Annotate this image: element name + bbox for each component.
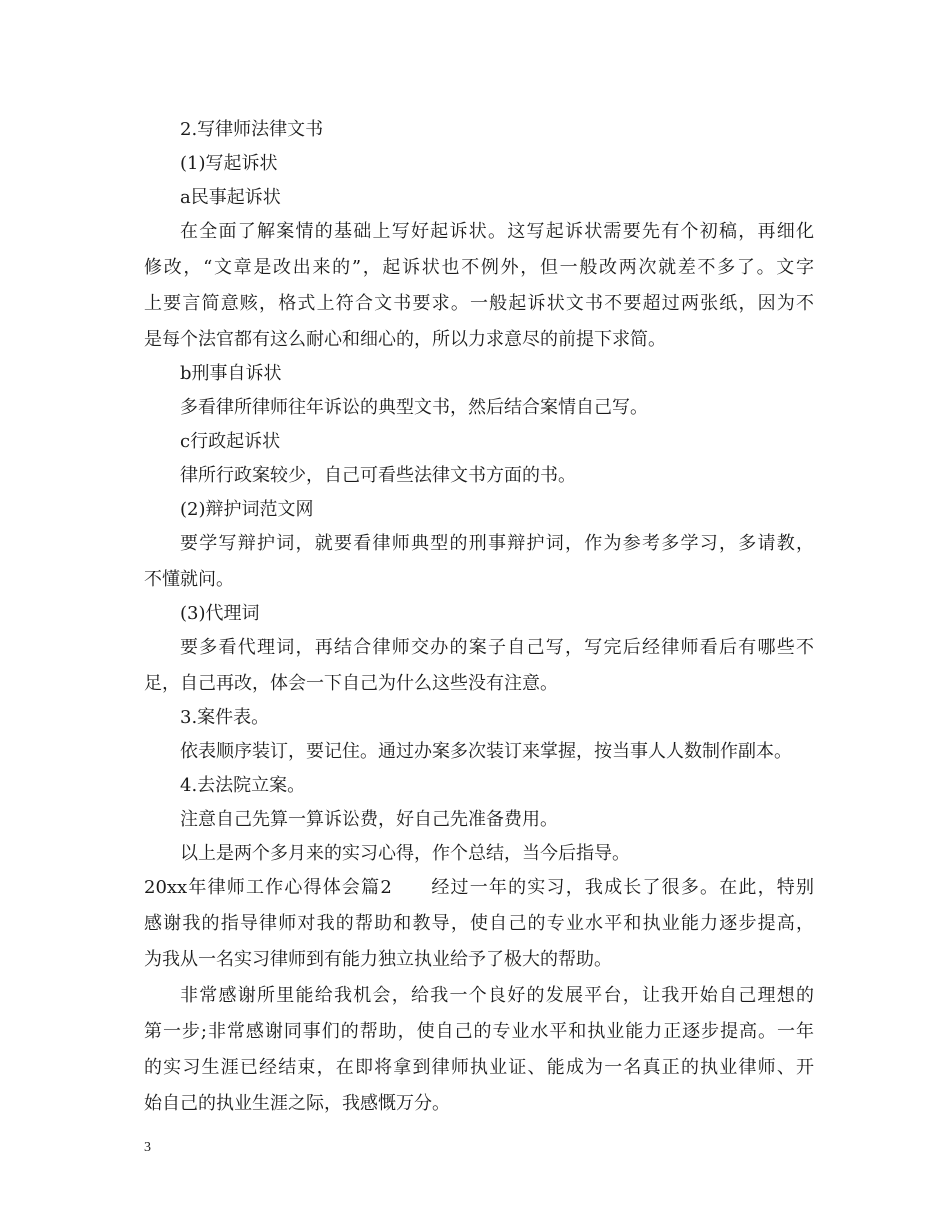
subsection-heading: (2)辩护词范文网 <box>180 499 314 520</box>
article-title-line: 20xx年律师工作心得体会篇2 经过一年的实习，我成长了很多。在此，特别 <box>144 877 814 898</box>
paragraph-line: 足，自己再改，体会一下自己为什么这些没有注意。 <box>144 673 558 694</box>
item-heading: a民事起诉状 <box>180 187 281 208</box>
subsection-heading: (1)写起诉状 <box>180 153 278 174</box>
paragraph-line: 是每个法官都有这么耐心和细心的，所以力求意尽的前提下求简。 <box>144 329 666 350</box>
section-heading: 2.写律师法律文书 <box>180 119 324 140</box>
paragraph-line: 要学写辩护词，就要看律师典型的刑事辩护词，作为参考多学习，多请教， <box>180 533 814 554</box>
paragraph-line: 依表顺序装订，要记住。通过办案多次装订来掌握，按当事人人数制作副本。 <box>180 741 792 762</box>
paragraph-line: 非常感谢所里能给我机会，给我一个良好的发展平台，让我开始自己理想的 <box>180 985 814 1006</box>
paragraph-line: 的实习生涯已经结束，在即将拿到律师执业证、能成为一名真正的执业律师、开 <box>144 1057 814 1078</box>
item-heading: b刑事自诉状 <box>180 363 282 384</box>
paragraph-line: 始自己的执业生涯之际，我感慨万分。 <box>144 1093 450 1114</box>
paragraph-line: 为我从一名实习律师到有能力独立执业给予了极大的帮助。 <box>144 949 612 970</box>
paragraph-line: 上要言简意赅，格式上符合文书要求。一般起诉状文书不要超过两张纸，因为不 <box>144 293 814 314</box>
paragraph-line: 不懂就问。 <box>144 569 234 590</box>
paragraph-line: 第一步;非常感谢同事们的帮助，使自己的专业水平和执业能力正逐步提高。一年 <box>144 1021 814 1042</box>
section-heading: 3.案件表。 <box>180 707 270 728</box>
page-number: 3 <box>144 1140 151 1155</box>
paragraph-line: 感谢我的指导律师对我的帮助和教导，使自己的专业水平和执业能力逐步提高， <box>144 913 814 934</box>
paragraph-line: 多看律所律师往年诉讼的典型文书，然后结合案情自己写。 <box>180 397 648 418</box>
paragraph-line: 要多看代理词，再结合律师交办的案子自己写，写完后经律师看后有哪些不 <box>180 637 814 658</box>
paragraph-line: 修改，“文章是改出来的”，起诉状也不例外，但一般改两次就差不多了。文字 <box>144 257 814 278</box>
section-heading: 4.去法院立案。 <box>180 775 306 796</box>
paragraph-line: 注意自己先算一算诉讼费，好自己先准备费用。 <box>180 809 558 830</box>
subsection-heading: (3)代理词 <box>180 603 260 624</box>
paragraph-line: 以上是两个多月来的实习心得，作个总结，当今后指导。 <box>180 843 630 864</box>
item-heading: c行政起诉状 <box>180 431 281 452</box>
paragraph-line: 律所行政案较少，自己可看些法律文书方面的书。 <box>180 465 576 486</box>
paragraph-line: 在全面了解案情的基础上写好起诉状。这写起诉状需要先有个初稿，再细化 <box>180 221 814 242</box>
